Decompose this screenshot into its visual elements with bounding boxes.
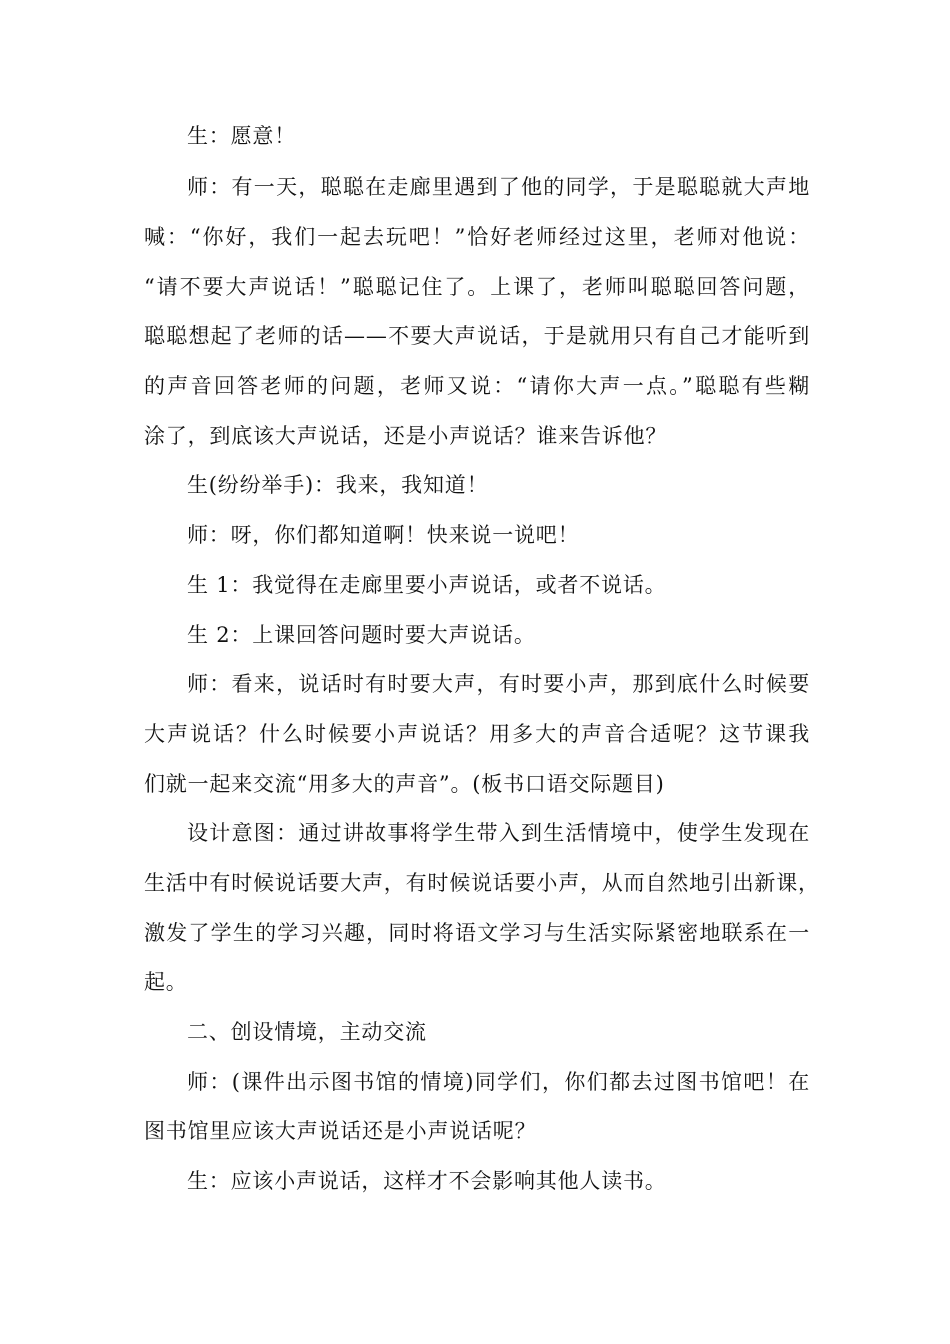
- text-line: 起。: [144, 970, 188, 994]
- text-line: 大声说话？什么时候要小声说话？用多大的声音合适呢？这节课我: [144, 722, 810, 746]
- text-line: 喊：“你好，我们一起去玩吧！”恰好老师经过这里，老师对他说：: [144, 225, 810, 249]
- text-line: “请不要大声说话！”聪聪记住了。上课了，老师叫聪聪回答问题，: [144, 275, 810, 299]
- text-line: 涂了，到底该大声说话，还是小声说话？谁来告诉他？: [144, 424, 668, 448]
- text-line: 生：愿意！: [187, 124, 296, 148]
- text-line: 生 1：我觉得在走廊里要小声说话，或者不说话。: [187, 573, 667, 597]
- text-line: 生 2：上课回答问题时要大声说话。: [187, 623, 536, 647]
- text-line: 们就一起来交流“用多大的声音”。(板书口语交际题目): [144, 772, 665, 796]
- text-line: 师：有一天，聪聪在走廊里遇到了他的同学，于是聪聪就大声地: [187, 175, 810, 199]
- section-heading: 二、创设情境，主动交流: [187, 1020, 427, 1044]
- text-line: 激发了学生的学习兴趣，同时将语文学习与生活实际紧密地联系在一: [144, 921, 810, 945]
- text-line: 聪聪想起了老师的话——不要大声说话，于是就用只有自己才能听到: [144, 324, 810, 348]
- text-line: 生：应该小声说话，这样才不会影响其他人读书。: [187, 1169, 667, 1193]
- text-line: 设计意图：通过讲故事将学生带入到生活情境中，使学生发现在: [187, 821, 810, 845]
- text-line: 的声音回答老师的问题，老师又说：“请你大声一点。”聪聪有些糊: [144, 374, 810, 398]
- text-line: 师：(课件出示图书馆的情境)同学们，你们都去过图书馆吧！在: [187, 1070, 810, 1094]
- text-line: 师：看来，说话时有时要大声，有时要小声，那到底什么时候要: [187, 672, 810, 696]
- text-line: 生(纷纷举手)：我来，我知道！: [187, 473, 489, 497]
- text-line: 图书馆里应该大声说话还是小声说话呢？: [144, 1119, 537, 1143]
- text-line: 生活中有时候说话要大声，有时候说话要小声，从而自然地引出新课，: [144, 871, 820, 895]
- text-line: 师：呀，你们都知道啊！快来说一说吧！: [187, 523, 580, 547]
